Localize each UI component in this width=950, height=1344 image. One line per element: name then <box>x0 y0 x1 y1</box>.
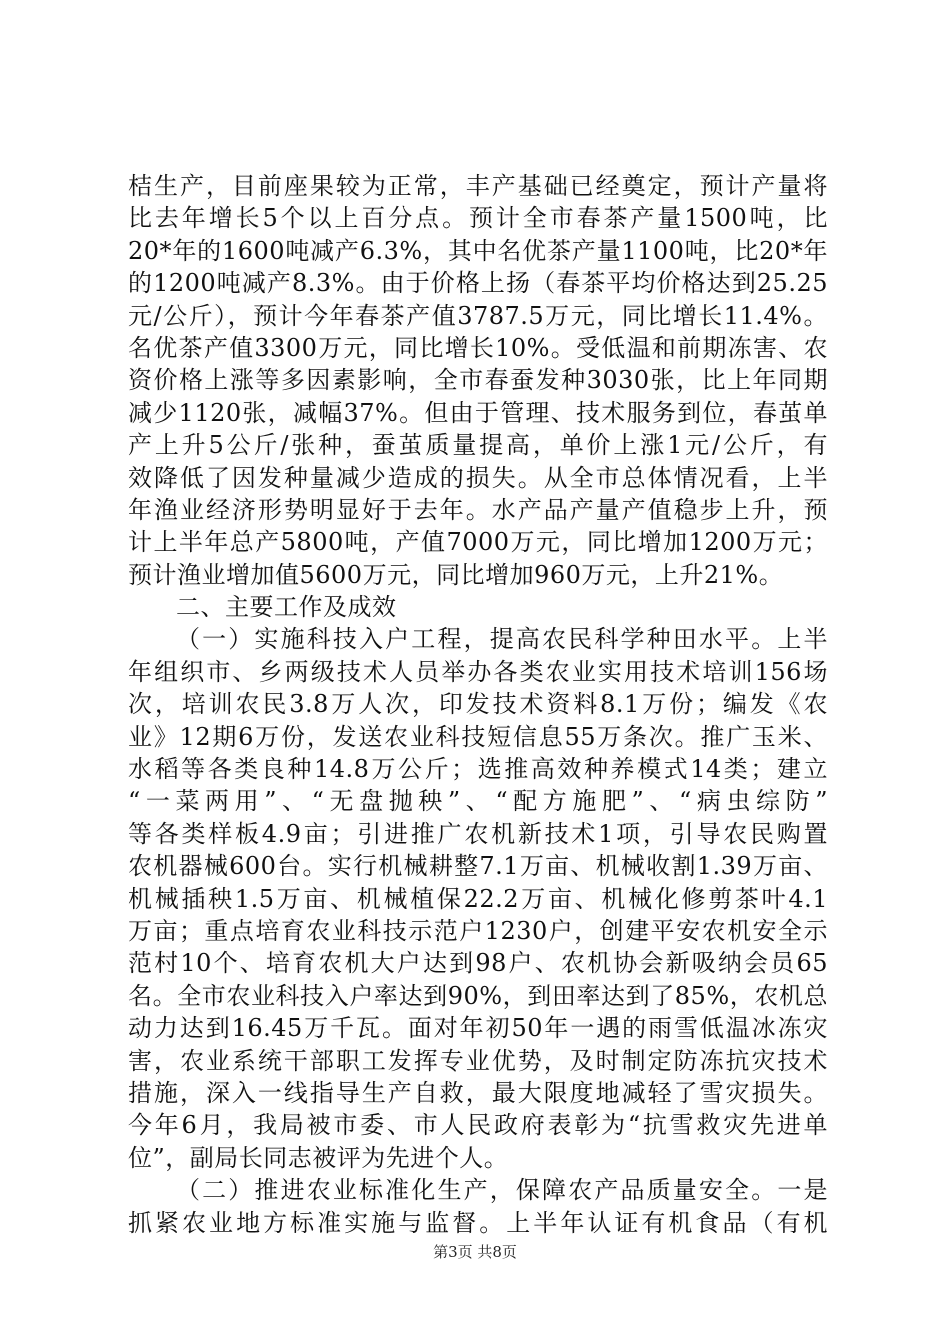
text-line: 的1200吨减产8.3%。由于价格上扬（春茶平均价格达到25.25 <box>128 269 828 298</box>
text-line: 动力达到16.45万千瓦。面对年初50年一遇的雨雪低温冰冻灾 <box>128 1014 828 1043</box>
page-footer: 第3页 共8页 <box>433 1243 517 1261</box>
text-line: 措施，深入一线指导生产自救，最大限度地减轻了雪灾损失。 <box>128 1078 828 1107</box>
text-line: 等各类样板4.9亩；引进推广农机新技术1项，引导农民购置 <box>128 819 828 848</box>
text-line: 农机器械600台。实行机械耕整7.1万亩、机械收割1.39万亩、 <box>128 852 828 881</box>
text-line: 名。全市农业科技入户率达到90%，到田率达到了85%，农机总 <box>128 981 828 1010</box>
text-line: 范村10个、培育农机大户达到98户、农机协会新吸纳会员65 <box>128 949 828 978</box>
text-line: 年渔业经济形势明显好于去年。水产品产量产值稳步上升，预 <box>128 495 828 524</box>
text-line: 元/公斤），预计今年春茶产值3787.5万元，同比增长11.4%。 <box>128 301 828 330</box>
text-line: 资价格上涨等多因素影响，全市春蚕发种3030张，比上年同期 <box>128 366 828 395</box>
text-line: 抓紧农业地方标准实施与监督。上半年认证有机食品（有机 <box>128 1208 828 1237</box>
text-line: “一菜两用”、“无盘抛秧”、“配方施肥”、“病虫综防” <box>128 787 828 816</box>
text-line: 害，农业系统干部职工发挥专业优势，及时制定防冻抗灾技术 <box>128 1046 828 1075</box>
text-line: 20*年的1600吨减产6.3%，其中名优茶产量1100吨，比20*年 <box>128 236 828 265</box>
text-line: 计上半年总产5800吨，产值7000万元，同比增加1200万元； <box>128 528 828 557</box>
paragraph-first-line: （一）实施科技入户工程，提高农民科学种田水平。上半 <box>176 625 828 654</box>
text-line: 效降低了因发种量减少造成的损失。从全市总体情况看，上半 <box>128 463 828 492</box>
text-line: 桔生产，目前座果较为正常，丰产基础已经奠定，预计产量将 <box>128 172 828 200</box>
section-heading: 二、主要工作及成效 <box>176 593 397 622</box>
text-line: 预计渔业增加值5600万元，同比增加960万元，上升21%。 <box>128 560 784 589</box>
text-line: 今年6月，我局被市委、市人民政府表彰为“抗雪救灾先进单 <box>128 1111 828 1140</box>
text-line: 减少1120张，减幅37%。但由于管理、技术服务到位，春茧单 <box>128 398 828 427</box>
paragraph-first-line: （二）推进农业标准化生产，保障农产品质量安全。一是 <box>176 1176 828 1205</box>
text-line: 位”，副局长同志被评为先进个人。 <box>128 1143 509 1172</box>
text-line: 万亩；重点培育农业科技示范户1230户，创建平安农机安全示 <box>128 916 828 945</box>
text-line: 机械插秧1.5万亩、机械植保22.2万亩、机械化修剪茶叶4.1 <box>128 884 828 913</box>
text-line: 产上升5公斤/张种，蚕茧质量提高，单价上涨1元/公斤，有 <box>128 431 828 460</box>
document-body <box>128 170 828 1239</box>
text-line: 次，培训农民3.8万人次，印发技术资料8.1万份；编发《农 <box>128 690 828 719</box>
text-line: 业》12期6万份，发送农业科技短信息55万条次。推广玉米、 <box>128 722 828 751</box>
text-line: 名优茶产值3300万元，同比增长10%。受低温和前期冻害、农 <box>128 333 828 362</box>
text-line: 年组织市、乡两级技术人员举办各类农业实用技术培训156场 <box>128 657 828 686</box>
text-line: 比去年增长5个以上百分点。预计全市春茶产量1500吨，比 <box>128 204 828 233</box>
text-line: 水稻等各类良种14.8万公斤；选推高效种养模式14类；建立 <box>128 755 828 784</box>
